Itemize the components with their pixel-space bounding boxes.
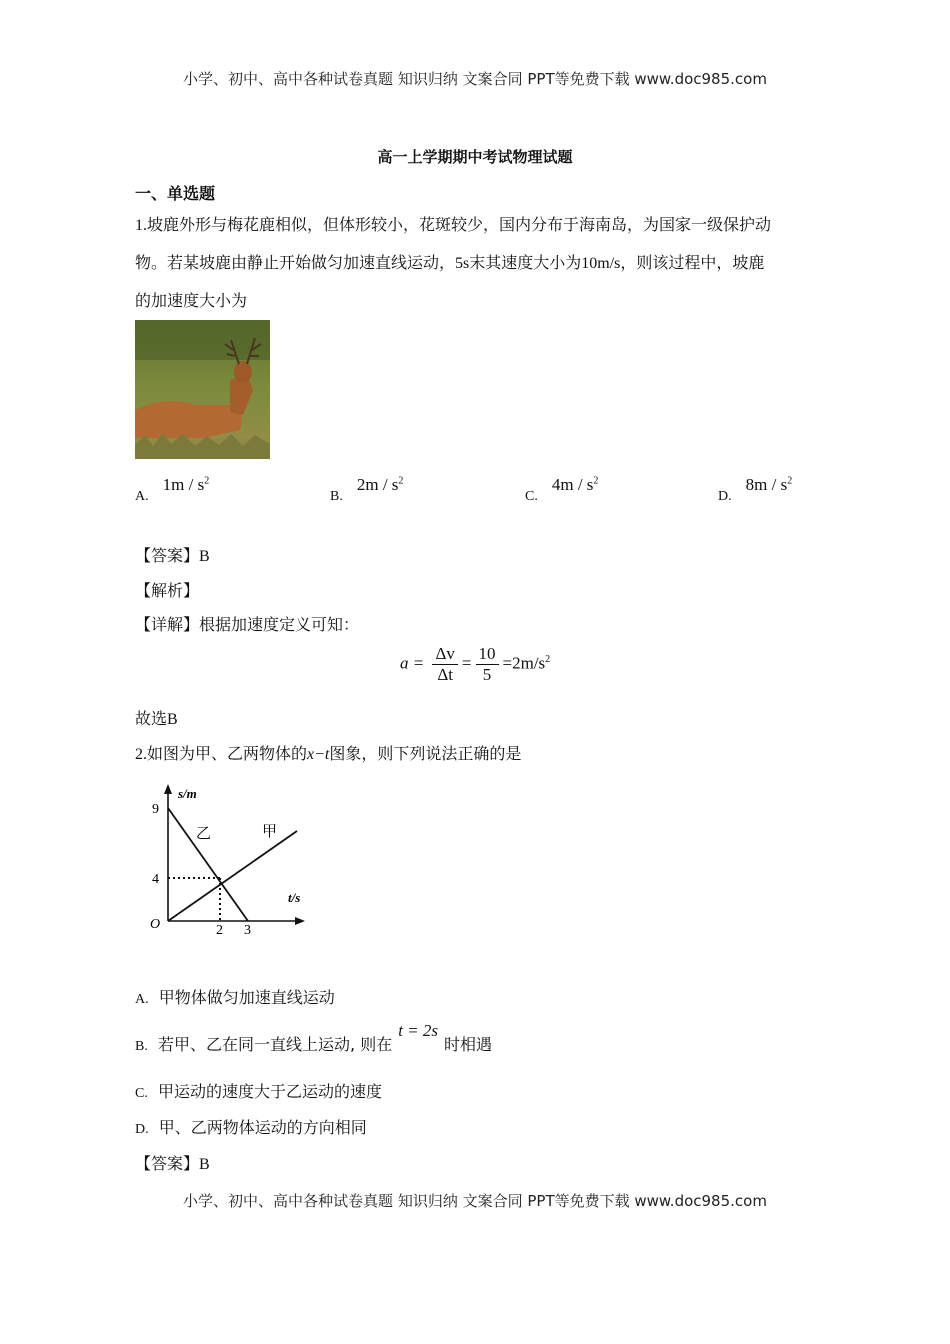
x-axis-arrow [295,917,305,925]
detail-label: 【详解】 [135,615,200,634]
stem-text-b: 图象，则下列说法正确的是 [329,744,522,763]
q2-option-d[interactable] [135,1115,367,1138]
conclusion-text: 故选 [135,709,168,728]
formula-equals: = [461,653,472,673]
answer-value: B [199,1156,210,1173]
answer-2 [135,1151,210,1174]
y-axis-arrow [164,784,172,794]
stem-line-2a: 物。若某坡鹿由静止开始做匀加速直线运动， [135,253,456,272]
page-header: 小学、初中、高中各种试卷真题 知识归纳 文案合同 PPT等免费下载 www.doc985.com [183,70,767,88]
formula-exponent: 2 [545,653,551,665]
option-b[interactable] [330,475,404,505]
stem-time: 5s [455,255,470,272]
section-heading: 一、单选题 [135,184,216,203]
option-value: 2m / s [356,475,399,494]
q2-option-c[interactable] [135,1079,382,1102]
y-axis-label: s/m [178,786,197,801]
y-tick-4: 4 [152,872,159,887]
answer-label: 【答案】 [135,1154,200,1173]
option-value: 1m / s [162,475,205,494]
label-yi: 乙 [196,824,212,842]
stem-line-3: 的加速度大小为 [135,291,248,310]
stem-line-2b: 末其速度大小为 [469,253,582,272]
option-a[interactable] [135,475,210,505]
option-letter: D. [135,1122,149,1137]
answer-label: 【答案】 [135,546,200,565]
question-number: 1. [135,217,147,234]
stem-line-1: 坡鹿外形与梅花鹿相似，但体形较小，花斑较少，国内分布于海南岛，为国家一级保护动 [147,215,772,234]
option-letter: C. [135,1086,148,1101]
stem-variable: x−t [307,746,330,763]
option-value: 4m / s [551,475,594,494]
question-number: 2. [135,746,147,763]
acceleration-formula [400,644,550,685]
option-c[interactable] [525,475,599,505]
option-text: 甲物体做匀加速直线运动 [158,988,335,1007]
answer-value: B [199,548,210,565]
x-axis-label: t/s [288,890,301,905]
x-tick-2: 2 [216,923,223,938]
detail-1 [135,612,359,635]
option-letter: A. [135,489,149,504]
question-1-stem [135,206,815,319]
y-tick-9: 9 [152,802,159,817]
option-value: 8m / s [745,475,788,494]
option-exponent: 2 [787,475,793,487]
line-jia [168,831,297,921]
option-letter: B. [135,1039,148,1054]
deer-photo [135,320,270,459]
formula-numerator: 10 [476,644,499,665]
formula-denominator: Δt [437,665,454,684]
option-letter: B. [330,489,343,504]
analysis-label: 【解析】 [135,581,200,600]
option-d[interactable] [718,475,793,505]
page-footer: 小学、初中、高中各种试卷真题 知识归纳 文案合同 PPT等免费下载 www.doc985.com [183,1192,767,1210]
stem-velocity: 10m/s [581,255,621,272]
option-letter: C. [525,489,538,504]
option-text: 甲运动的速度大于乙运动的速度 [158,1082,383,1101]
option-text: 若甲、乙在同一直线上运动, 则在 [158,1035,393,1054]
question-2-stem [135,741,521,764]
option-exponent: 2 [593,475,599,487]
conclusion-1 [135,706,178,729]
xt-graph [140,778,315,938]
option-text: 甲、乙两物体运动的方向相同 [158,1118,367,1137]
option-letter: A. [135,992,149,1007]
answer-1 [135,543,210,566]
x-tick-3: 3 [244,923,251,938]
option-exponent: 2 [398,475,404,487]
option-text: 时相遇 [444,1035,493,1054]
page-title: 高一上学期期中考试物理试题 [377,148,573,166]
conclusion-choice: B [167,711,178,728]
stem-line-2c: ，则该过程中，坡鹿 [620,253,765,272]
q2-option-a[interactable] [135,985,335,1008]
formula-denominator: 5 [482,665,492,684]
formula-lhs: a = [400,653,425,673]
q2-option-b[interactable] [135,1021,493,1055]
origin-label: O [150,917,161,932]
label-jia: 甲 [262,822,278,840]
option-exponent: 2 [204,475,210,487]
option-letter: D. [718,489,732,504]
detail-text: 根据加速度定义可知： [199,615,360,634]
stem-text-a: 如图为甲、乙两物体的 [147,744,308,763]
option-formula: t = 2s [398,1021,439,1040]
formula-numerator: Δv [432,644,457,665]
formula-rhs: =2m/s [502,653,546,673]
